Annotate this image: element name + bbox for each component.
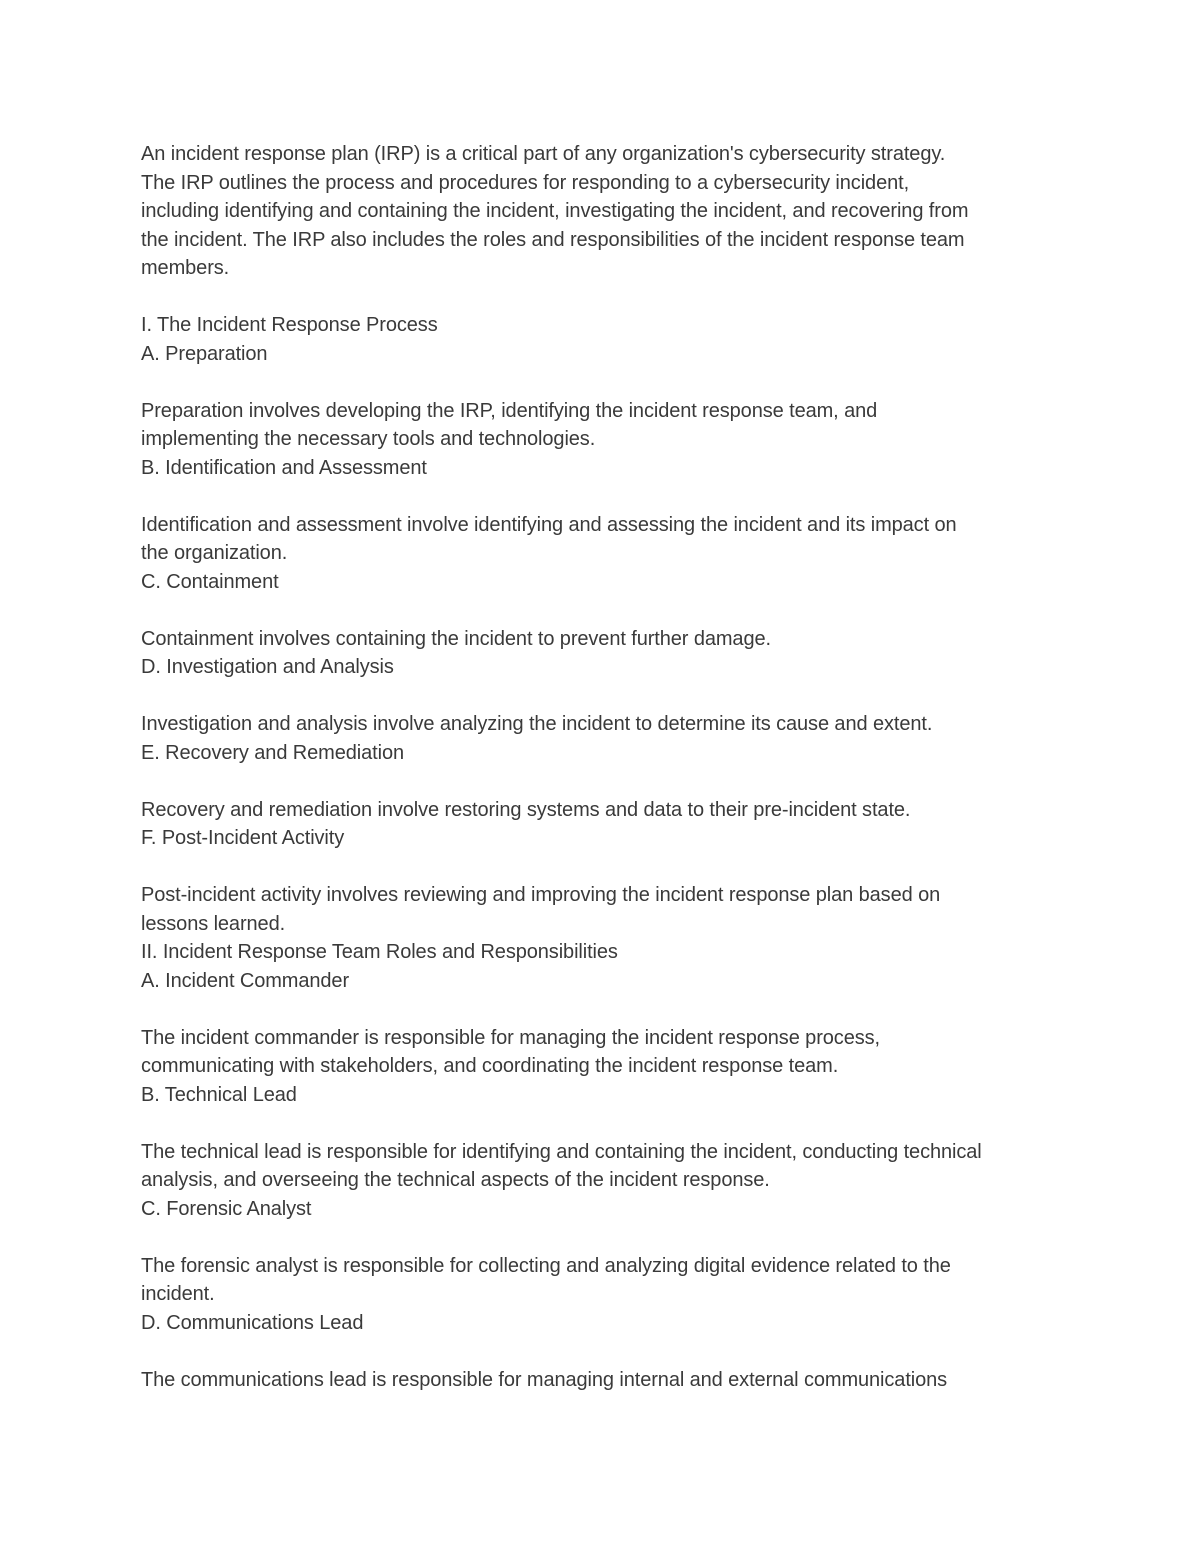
text-line: A. Incident Commander xyxy=(141,969,349,992)
paragraph-gap xyxy=(141,1337,1081,1366)
text-line: I. The Incident Response Process xyxy=(141,314,438,336)
paragraph-gap xyxy=(141,596,1081,625)
text-line: Containment involves containing the incident to prevent further damage. xyxy=(141,627,771,650)
text-line: the organization. xyxy=(141,542,288,564)
paragraph-gap xyxy=(141,1223,1081,1252)
text-line: Identification and assessment involve identifying and assessing the incident and its impact on xyxy=(141,513,957,536)
text-line: Post-incident activity involves reviewing and improving the incident response plan based on xyxy=(141,884,941,906)
text-line: B. Identification and Assessment xyxy=(141,456,427,479)
text-line: E. Recovery and Remediation xyxy=(141,741,404,764)
paragraph-gap xyxy=(141,368,1081,397)
text-line: The technical lead is responsible for identifying and containing the incident, conducting technical xyxy=(141,1140,982,1163)
paragraph-gap xyxy=(141,995,1081,1024)
text-line: the incident. The IRP also includes the roles and responsibilities of the incident response team xyxy=(141,228,965,251)
paragraph-gap xyxy=(141,767,1081,796)
text-line: analysis, and overseeing the technical aspects of the incident response. xyxy=(141,1169,770,1191)
text-line: F. Post-Incident Activity xyxy=(141,827,345,849)
text-line: incident. xyxy=(141,1283,215,1305)
text-line: A. Preparation xyxy=(141,342,268,365)
text-line: D. Investigation and Analysis xyxy=(141,656,394,678)
text-line: lessons learned. xyxy=(141,912,286,935)
text-line: members. xyxy=(141,257,230,279)
paragraph-gap xyxy=(141,853,1081,882)
text-line: The IRP outlines the process and procedures for responding to a cybersecurity incident, xyxy=(141,171,910,194)
paragraph-gap xyxy=(141,1109,1081,1138)
text-line: B. Technical Lead xyxy=(141,1083,297,1106)
text-line: C. Forensic Analyst xyxy=(141,1197,312,1220)
text-line: C. Containment xyxy=(141,570,279,593)
document-body xyxy=(141,140,1081,1394)
text-line: communicating with stakeholders, and coordinating the incident response team. xyxy=(141,1055,839,1077)
text-line: Investigation and analysis involve analyzing the incident to determine its cause and extent. xyxy=(141,713,933,735)
paragraph-gap xyxy=(141,283,1081,312)
text-line: The communications lead is responsible for managing internal and external communications xyxy=(141,1368,948,1391)
text-line: II. Incident Response Team Roles and Responsibilities xyxy=(141,941,618,963)
text-line: Recovery and remediation involve restoring systems and data to their pre-incident state. xyxy=(141,798,911,821)
text-line: implementing the necessary tools and technologies. xyxy=(141,428,596,450)
text-line: The forensic analyst is responsible for collecting and analyzing digital evidence related to the xyxy=(141,1254,951,1277)
text-line: The incident commander is responsible for managing the incident response process, xyxy=(141,1026,880,1049)
text-line: An incident response plan (IRP) is a critical part of any organization's cybersecurity strategy. xyxy=(141,143,946,165)
paragraph-gap xyxy=(141,482,1081,511)
paragraph-gap xyxy=(141,682,1081,711)
text-line: including identifying and containing the incident, investigating the incident, and recovering from xyxy=(141,200,969,222)
text-line: D. Communications Lead xyxy=(141,1311,364,1334)
text-line: Preparation involves developing the IRP, identifying the incident response team, and xyxy=(141,399,878,422)
